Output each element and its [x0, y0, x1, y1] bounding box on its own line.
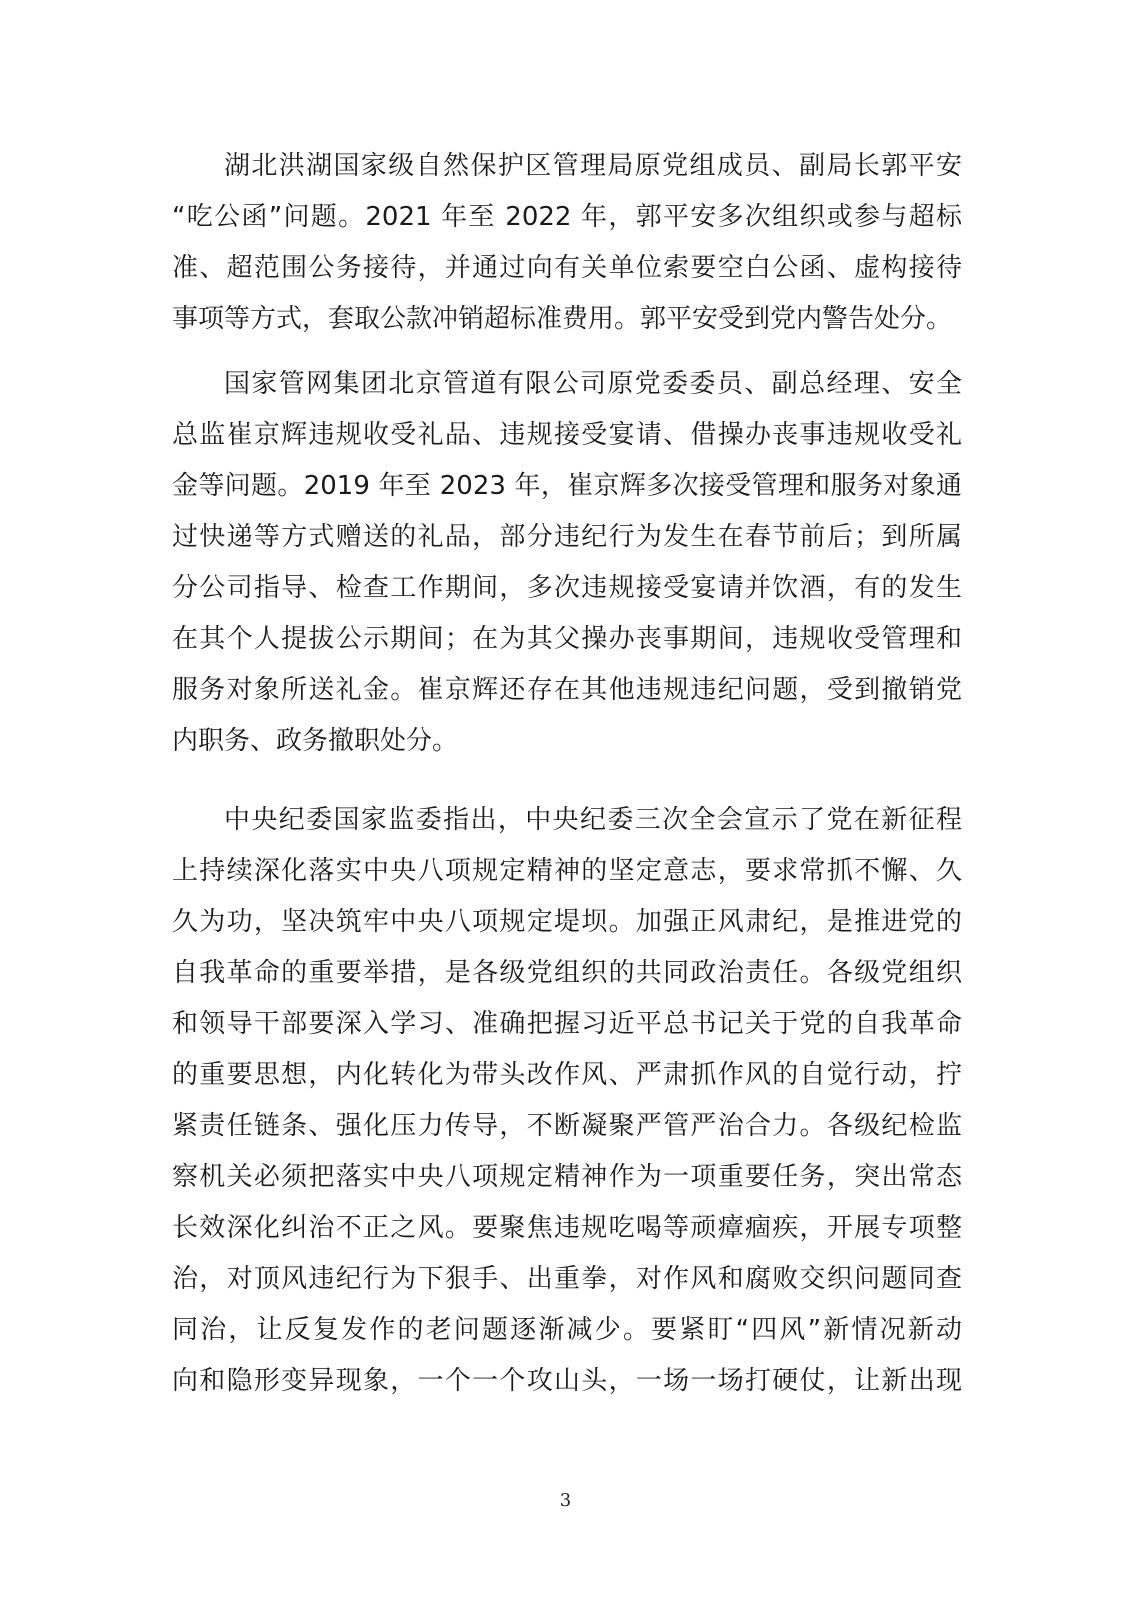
text-line: 服务对象所送礼金。崔京辉还存在其他违规违纪问题，受到撤销党 [172, 675, 962, 705]
text-line: 久为功，坚决筑牢中央八项规定堤坝。加强正风肃纪，是推进党的 [172, 907, 962, 937]
document-body [172, 141, 962, 1407]
text-line: 国家管网集团北京管道有限公司原党委委员、副总经理、安全 [224, 369, 962, 399]
text-line: 湖北洪湖国家级自然保护区管理局原党组成员、副局长郭平安 [224, 151, 962, 181]
text-line: 察机关必须把落实中央八项规定精神作为一项重要任务，突出常态 [172, 1162, 962, 1192]
text-line: 长效深化纠治不正之风。要聚焦违规吃喝等顽瘴痼疾，开展专项整 [172, 1213, 962, 1243]
text-line: 总监崔京辉违规收受礼品、违规接受宴请、借操办丧事违规收受礼 [172, 420, 962, 450]
text-line: 紧责任链条、强化压力传导，不断凝聚严管严治合力。各级纪检监 [172, 1111, 962, 1141]
page-number: 3 [559, 1490, 572, 1511]
text-line: 内职务、政务撤职处分。 [172, 726, 459, 756]
text-line: 同治，让反复发作的老问题逐渐减少。要紧盯“四风”新情况新动 [172, 1315, 962, 1345]
text-line: 上持续深化落实中央八项规定精神的坚定意志，要求常抓不懈、久 [172, 856, 962, 886]
text-line: 在其个人提拔公示期间；在为其父操办丧事期间，违规收受管理和 [172, 624, 962, 654]
text-line: 向和隐形变异现象，一个一个攻山头，一场一场打硬仗，让新出现 [172, 1366, 962, 1396]
text-line: 事项等方式，套取公款冲销超标准费用。郭平安受到党内警告处分。 [172, 304, 953, 334]
text-line: 金等问题。2019 年至 2023 年，崔京辉多次接受管理和服务对象通 [172, 471, 962, 501]
text-line: 和领导干部要深入学习、准确把握习近平总书记关于党的自我革命 [172, 1009, 962, 1039]
text-line: 过快递等方式赠送的礼品，部分违纪行为发生在春节前后；到所属 [172, 522, 962, 552]
text-line: 治，对顶风违纪行为下狠手、出重拳，对作风和腐败交织问题同查 [172, 1264, 962, 1294]
text-line: 中央纪委国家监委指出，中央纪委三次全会宣示了党在新征程 [224, 805, 962, 835]
text-line: 自我革命的重要举措，是各级党组织的共同政治责任。各级党组织 [172, 958, 962, 988]
text-line: 的重要思想，内化转化为带头改作风、严肃抓作风的自觉行动，拧 [172, 1060, 962, 1090]
paragraph-guo-pingan [172, 141, 962, 345]
text-line: 准、超范围公务接待，并通过向有关单位索要空白公函、虚构接待 [172, 253, 962, 283]
text-line: “吃公函”问题。2021 年至 2022 年，郭平安多次组织或参与超标 [172, 202, 962, 232]
paragraph-cui-jinghui [172, 359, 962, 767]
paragraph-ccdi-statement [172, 795, 962, 1407]
text-line: 分公司指导、检查工作期间，多次违规接受宴请并饮酒，有的发生 [172, 573, 962, 603]
